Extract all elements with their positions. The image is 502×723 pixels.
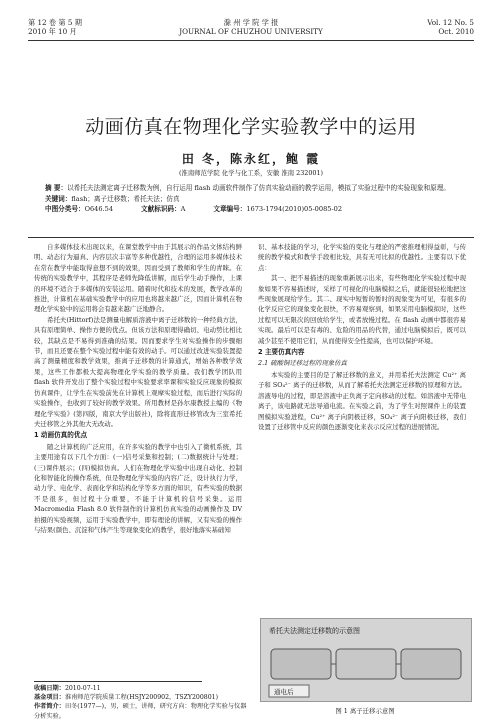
classification-row xyxy=(45,204,457,215)
header-right xyxy=(427,18,474,36)
article-title: 动画仿真在物理化学实验教学中的运用 xyxy=(85,116,417,138)
abstract xyxy=(45,183,457,194)
figure-tag-text: 通电后 xyxy=(274,688,294,696)
paragraph: 希托夫(Hittorf)法是测量电解质溶液中离子迁移数的一种经典方法，具有原理简单、操作方便的优点。但该方法和原理得确切、电动势比相比较，其缺点是不易得到准确的结果。因而要求学生对实验操作的步骤细节，而且还要在整个实验过程中能有效的动手。可以通过改进实验装置提高了测量精度和教学效果，推离子迁移数的计算通式，增始各种教学效果，这些工作都极大提高物理化学实验的教学质量。我们教学团队用 flash 软件开发出了整个实验过程中实验要求率课和实验反应现象的模拟仿真课件，让学生在实验前先在计算机上观摩实验过程，而后进行实际的实验操作，也收到了较好的教学效果。所用教材是孙尔康教授主编的《物理化学实验》(第四版，南京大学出版社)，除将直形迁移管改为三室希托夫迁移管之外其他大无改动。 xyxy=(34,315,242,428)
journal-name-en: JOURNAL OF CHUZHOU UNIVERSITY xyxy=(179,27,323,36)
id-label: 文章编号： xyxy=(213,205,247,213)
footnote-rule xyxy=(34,681,202,682)
paragraph: 识、基本技能的学习，化学实验的变化与理论的严密推理相得益彰，与传统的教学模式和教学手段相比较，具有无可比拟的优越性。主要有以下优点： xyxy=(258,243,466,272)
article-id xyxy=(213,204,342,215)
electrolytic-cell-left xyxy=(271,649,331,679)
abstract-text: 以希托夫法测定离子迁移数为例，自行运用 flash 动画软件制作了仿真实验动画的教学运用，模拟了实验过程中的实验现象和原理。 xyxy=(67,184,450,192)
date-en: Oct. 2010 xyxy=(438,27,474,36)
body-column-left xyxy=(34,242,242,535)
section-heading: 1 动画仿真的优点 xyxy=(34,431,88,440)
fund-text: 淮南师范学院质量工程(HSJY200902，TSZY200801) xyxy=(64,694,219,701)
footnote-author xyxy=(34,702,252,721)
doc-label: 文献标识码： xyxy=(141,205,181,213)
fund-label: 基金项目： xyxy=(34,694,65,701)
received-date: 2010-07-11 xyxy=(64,685,101,692)
abstract-label: 摘 要： xyxy=(45,184,68,192)
author-bio-label: 作者简介： xyxy=(34,703,65,710)
article-authors: 田 冬，陈永红，鲍 霞 xyxy=(181,152,321,166)
figure-caption: 图 1 离子迁移示意图 xyxy=(335,707,395,715)
body-column-right xyxy=(258,242,466,432)
doc-value: A xyxy=(180,205,186,213)
abstract-block xyxy=(45,183,457,215)
electrolytic-cell-right xyxy=(401,649,461,679)
clc-number xyxy=(45,204,113,215)
journal-name-cn: 滁 州 学 院 学 报 xyxy=(223,18,279,27)
section-heading: 2 主要仿真内容 xyxy=(258,348,305,357)
keywords xyxy=(45,194,457,205)
doc-code xyxy=(141,204,185,215)
paragraph: 随之计算机的广泛应用，在许多实验的教学中也引入了微机系统，其主要用途有以下几个方面：(一)信号采集和控制；(二)数据统计与处理；(三)课件展示；(四)模拟仿真。人们在物理化学实验中出现自动化、控制化和智能化的操作系统，但是物理化学实验的内容广泛，设计执行力学，动力学、电化学、表面化学和结构化学等多方面的知识，有些实验的数据不是很多，但过程十分重要，不能于计算机的信号采集。运用 Macromedia Flash 8.0 软件制作的计算机仿真实验的动画操作及 DV 拍摄的实验视频，运用于实验教学中，即有理论的讲解，又有实验的操作与结果(颜色、沉淀和气体产生等现象变化)的教学，很好地落实基础知 xyxy=(34,442,242,534)
author-affiliation: (淮南师范学院 化学与化工系，安徽 淮南 232001) xyxy=(178,169,324,177)
keywords-text: flash；离子迁移数；希托夫法；仿真 xyxy=(71,194,180,203)
keywords-label: 关键词： xyxy=(45,194,72,203)
clc-value: O646.54 xyxy=(84,205,114,213)
paragraph: 自多媒体技术出现以来，在课堂教学中由于其展示的作品文体结构鲜明、动态行为逼真、内容层次丰富等多种优越性，合理的运用多媒体技术在常在教学中能取得意想不到的效果，因而受到了教师和学生的青睐。在传统的实验教学中，其程序是老师先降低讲解，而后学生动手操作，上课的环境不适合于多媒体的安装运用。随着时代和技术的发展，教学改革的推进，计算机在基础实验教学中的应用也将越来越广泛，因而计算机在物理化学实验中的运用将会有越来越广泛地静合。 xyxy=(34,243,242,314)
paragraph: 其一、把不易描述的现象重新展示出来，有些物理化学实验过程中现象如果不容易描述时，采样了可视化的电脑模拟之后，就能很轻松地把这些现象展现给学生。其二、现实中短暂的暂时的现象变为可见，有很多的化学反应它的现象变化很快，不容易观察到，如果采用电脑模拟时，这些过程可以无限次的回放给学生，或者放慢过程。在 flash 动画中都很容易实现。最后可以是有毒的、危险的用品的代替，通过电脑模拟后，既可以减少甚至不使用它们，从而使得安全性提高，也可以保护环境。 xyxy=(258,274,466,345)
received-label: 收稿日期： xyxy=(34,685,65,692)
author-bio-text: 田冬(1977—)，男，硕士，讲师，研究方向：物理化学实验与仪器分析实验。 xyxy=(34,703,247,720)
volume-cn: 第 12 卷 第 5 期 xyxy=(28,18,82,27)
paragraph: 本实验的主要目的是了解迁移数的意义，并用希托夫法测定 Cu²⁺ 离子和 SO₄²⁻ 离子的迁移数，从而了解希托夫法测定迁移数的原理和方法。溶液导电的过程，即是溶液中正负离子定向移动的过程。如溶液中无带电离子，该电路就无法导通电流。在实验之前，为了学生对照课件上的装置图模拟实验进程，Cu²⁺ 离子向阴极迁移，SO₄²⁻ 离子向阳极迁移，我们设置了迁移管中反应的颜色逐渐变化来表示反应过程的进展情况。 xyxy=(258,370,466,431)
clc-label: 中图分类号： xyxy=(45,205,85,213)
abstract-rule xyxy=(28,237,474,238)
date-cn: 2010 年 10 月 xyxy=(28,27,77,36)
subsection-heading: 2.1 硫酸铜迁移过程的现象仿真 xyxy=(258,359,347,368)
volume-en: Vol. 12 No. 5 xyxy=(427,18,474,27)
header-rule xyxy=(28,40,474,41)
header-center xyxy=(28,18,474,36)
figure-inner-title: 希托夫法测定迁移数的示意图 xyxy=(269,627,360,635)
electrolytic-cell-middle xyxy=(336,649,396,679)
id-value: 1673-1794(2010)05-0085-02 xyxy=(246,205,343,213)
